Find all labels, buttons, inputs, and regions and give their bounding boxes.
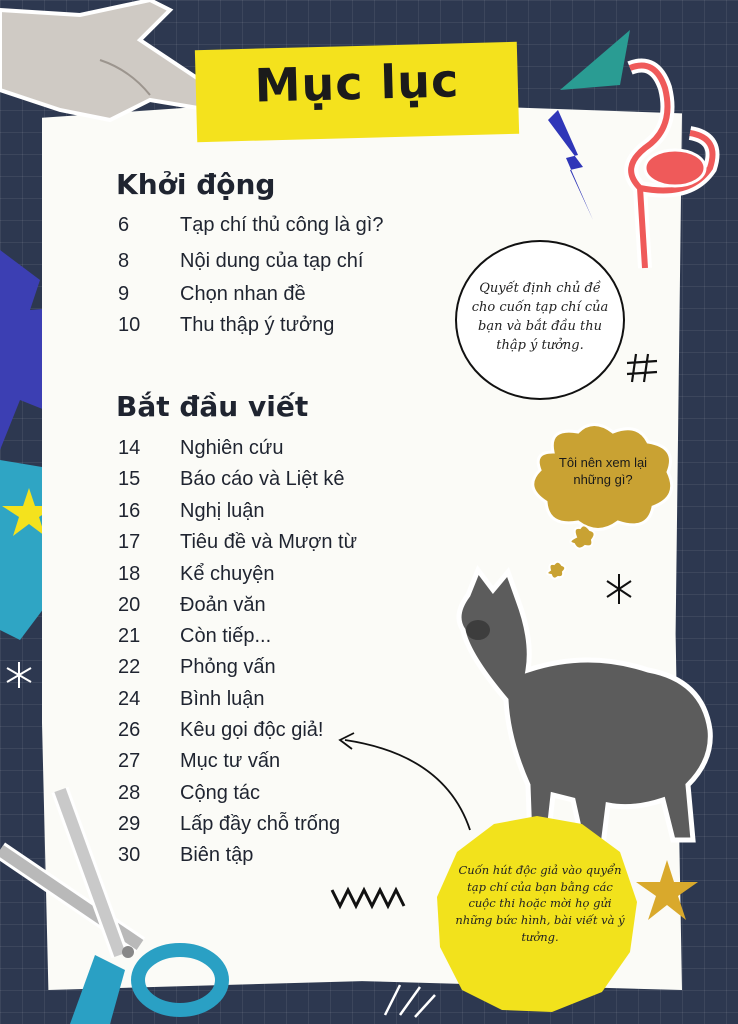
toc-item-title: Tạp chí thủ công là gì?	[180, 214, 384, 236]
toc-item[interactable]	[118, 750, 280, 773]
toc-item-title: Nghiên cứu	[180, 437, 284, 459]
toc-item-title: Kể chuyện	[180, 563, 275, 585]
toc-item-title: Phỏng vấn	[180, 656, 276, 678]
toc-item-title: Bình luận	[180, 688, 265, 710]
toc-item-title: Thu thập ý tưởng	[180, 314, 335, 336]
toc-page-number: 28	[118, 782, 141, 804]
toc-page-number: 17	[118, 531, 141, 553]
toc-item[interactable]	[118, 625, 271, 648]
yellow-circle-text: Cuốn hút độc giả vào quyển tạp chí của bạn bằng các cuộc thi hoặc mời họ gửi những bức hình, bài viết và ý tưởng.	[455, 863, 625, 944]
toc-item[interactable]	[118, 594, 266, 617]
toc-item[interactable]	[118, 656, 276, 679]
toc-page-number: 14	[118, 437, 141, 459]
toc-page-number: 30	[118, 844, 141, 866]
scissors-icon	[0, 780, 240, 1024]
note-bubble-text: Quyết định chủ đề cho cuốn tạp chí của bạn và bắt đầu thu thập ý tưởng.	[471, 281, 609, 353]
section-heading-bat-dau-viet: Bắt đầu viết	[116, 390, 309, 423]
toc-item-title: Lấp đầy chỗ trống	[180, 813, 341, 835]
page-title: Mục lục	[254, 53, 460, 113]
toc-item-title: Còn tiếp...	[180, 625, 272, 647]
toc-item[interactable]	[118, 688, 265, 711]
toc-page-number: 10	[118, 314, 141, 336]
toc-item-title: Báo cáo và Liệt kê	[180, 468, 345, 490]
toc-item[interactable]	[118, 314, 334, 337]
toc-item-title: Chọn nhan đề	[180, 283, 306, 305]
flamingo-icon	[600, 58, 725, 283]
toc-page-number: 27	[118, 750, 141, 772]
toc-item[interactable]	[118, 719, 323, 742]
toc-item-title: Cộng tác	[180, 782, 261, 804]
toc-item-title: Tiêu đề và Mượn từ	[180, 531, 357, 553]
toc-page-number: 15	[118, 468, 141, 490]
toc-item[interactable]	[118, 437, 283, 460]
toc-item[interactable]	[118, 214, 383, 237]
toc-item[interactable]	[118, 468, 345, 491]
toc-page-number: 24	[118, 688, 141, 710]
toc-item[interactable]	[118, 500, 265, 523]
toc-page-number: 8	[118, 250, 130, 272]
toc-item-title: Đoản văn	[180, 594, 266, 616]
toc-item-title: Kêu gọi độc giả!	[180, 719, 324, 741]
toc-item[interactable]	[118, 250, 363, 273]
toc-page-number: 21	[118, 625, 141, 647]
lightning-icon	[548, 110, 598, 220]
toc-item-title: Nội dung của tạp chí	[180, 250, 364, 272]
toc-item[interactable]	[118, 563, 275, 586]
pointing-hand-icon	[0, 0, 225, 125]
toc-page-number: 26	[118, 719, 141, 741]
toc-page-number: 29	[118, 813, 141, 835]
toc-item[interactable]	[118, 531, 357, 554]
thought-cloud-text: Tôi nên xem lại những gì?	[558, 455, 648, 487]
alpaca-image	[448, 560, 718, 845]
zigzag-doodle-icon	[330, 884, 410, 910]
hashtag-doodle-icon	[624, 350, 660, 386]
toc-item-title: Nghị luận	[180, 500, 265, 522]
toc-item[interactable]	[118, 283, 306, 306]
toc-page-number: 22	[118, 656, 141, 678]
gold-star-icon	[636, 860, 698, 922]
toc-page-number: 9	[118, 283, 130, 305]
sparkle-doodle-icon	[380, 975, 440, 1020]
toc-item-title: Mục tư vấn	[180, 750, 281, 772]
toc-page-number: 18	[118, 563, 141, 585]
toc-page-number: 6	[118, 214, 130, 236]
toc-page-number: 20	[118, 594, 141, 616]
asterisk-doodle-icon	[4, 660, 34, 690]
toc-item-title: Biên tập	[180, 844, 254, 866]
section-heading-khoi-dong: Khởi động	[116, 168, 276, 201]
toc-page-number: 16	[118, 500, 141, 522]
